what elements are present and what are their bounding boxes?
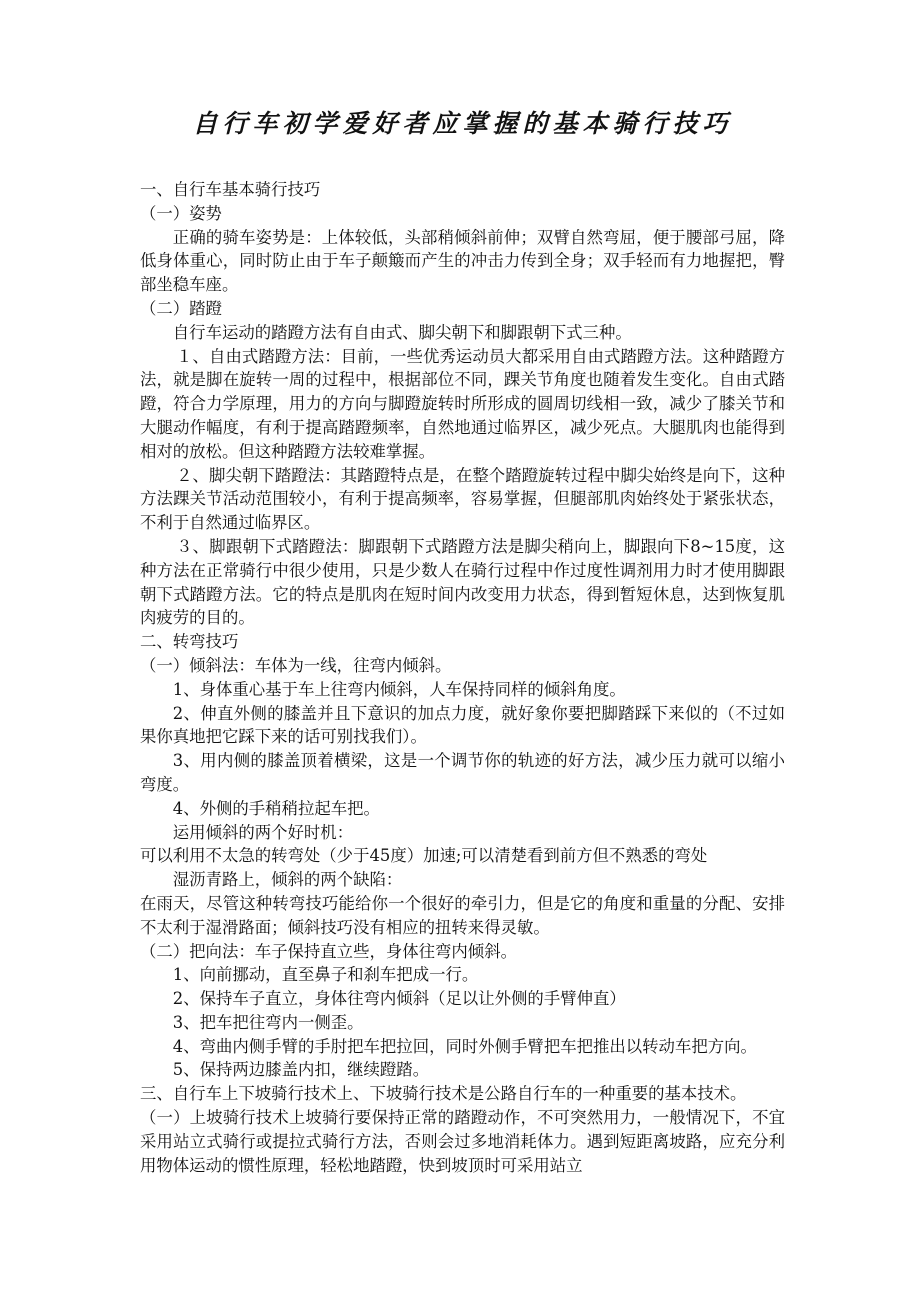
section-heading: （一）倾斜法：车体为一线，往弯内倾斜。	[140, 655, 452, 675]
document-title: 自行车初学爱好者应掌握的基本骑行技巧	[192, 109, 733, 138]
paragraph: 2、伸直外侧的膝盖并且下意识的加点力度，就好象你要把脚踏踩下来似的（不过如果你真地把它踩下来的话可别找我们）。	[140, 703, 785, 747]
paragraph: 4、外侧的手稍稍拉起车把。	[172, 798, 380, 818]
paragraph: 2、保持车子直立，身体往弯内倾斜（足以让外侧的手臂伸直）	[172, 989, 626, 1009]
section-heading: （一）姿势	[140, 203, 222, 223]
paragraph: 3、用内侧的膝盖顶着横梁，这是一个调节你的轨迹的好方法，减少压力就可以缩小弯度。	[140, 751, 785, 794]
paragraph: 运用倾斜的两个好时机：	[172, 822, 354, 842]
section-heading: 二、转弯技巧	[140, 632, 239, 652]
section-heading: 三、自行车上下坡骑行技术上、下坡骑行技术是公路自行车的一种重要的基本技术。	[140, 1084, 747, 1104]
paragraph: 3、把车把往弯内一侧歪。	[172, 1012, 364, 1032]
paragraph: 正确的骑车姿势是：上体较低，头部稍倾斜前伸；双臂自然弯屈，便于腰部弓屈，降低身体重心，同时防止由于车子颠簸而产生的冲击力传到全身；双手轻而有力地握把，臀部坐稳车座。	[140, 227, 785, 295]
paragraph: 4、弯曲内侧手臂的手肘把车把拉回，同时外侧手臂把车把推出以转动车把方向。	[172, 1036, 757, 1056]
paragraph: 1、身体重心基于车上往弯内倾斜，人车保持同样的倾斜角度。	[172, 679, 626, 699]
paragraph: ３、脚跟朝下式踏蹬法：脚跟朝下式踏蹬方法是脚尖稍向上，脚跟向下8~15度，这种方法在正常骑行中很少使用，只是少数人在骑行过程中作过度性调剂用力时才使用脚跟朝下式踏蹬方法。它的特点是肌肉在短时间内改变用力状态，得到暂短休息，达到恢复肌肉疲劳的目的。	[140, 536, 785, 628]
paragraph: 在雨天，尽管这种转弯技巧能给你一个很好的牵引力，但是它的角度和重量的分配、安排不太利于湿滑路面；倾斜技巧没有相应的扭转来得灵敏。	[140, 893, 785, 937]
paragraph: 自行车运动的踏蹬方法有自由式、脚尖朝下和脚跟朝下式三种。	[172, 322, 632, 342]
section-heading: （二）把向法：车子保持直立些，身体往弯内倾斜。	[140, 941, 517, 961]
paragraph: 湿沥青路上，倾斜的两个缺陷：	[172, 870, 403, 890]
paragraph: ２、脚尖朝下踏蹬法：其踏蹬特点是，在整个踏蹬旋转过程中脚尖始终是向下，这种方法踝关节活动范围较小，有利于提高频率，容易掌握，但腿部肌肉始终处于紧张状态，不利于自然通过临界区。	[140, 465, 785, 533]
document-body	[140, 178, 785, 1177]
document-page	[140, 100, 785, 1177]
section-heading: （二）踏蹬	[140, 298, 222, 318]
paragraph: 1、向前挪动，直至鼻子和刹车把成一行。	[172, 965, 479, 985]
paragraph: １、自由式踏蹬方法：目前，一些优秀运动员大都采用自由式踏蹬方法。这种踏蹬方法，就是脚在旋转一周的过程中，根据部位不同，踝关节角度也随着发生变化。自由式踏蹬，符合力学原理，用力的方向与脚蹬旋转时所形成的圆周切线相一致，减少了膝关节和大腿动作幅度，有利于提高踏蹬频率，自然地通过临界区，减少死点。大腿肌肉也能得到相对的放松。但这种踏蹬方法较难掌握。	[140, 346, 785, 461]
paragraph: 5、保持两边膝盖内扣，继续蹬踏。	[172, 1060, 430, 1080]
paragraph: （一）上坡骑行技术上坡骑行要保持正常的踏蹬动作，不可突然用力，一般情况下，不宜采用站立式骑行或提拉式骑行方法，否则会过多地消耗体力。遇到短距离坡路，应充分利用物体运动的惯性原理，轻松地踏蹬，快到坡顶时可采用站立	[140, 1108, 785, 1175]
paragraph: 可以利用不太急的转弯处（少于45度）加速;可以清楚看到前方但不熟悉的弯处	[140, 846, 708, 866]
section-heading: 一、自行车基本骑行技巧	[140, 180, 321, 199]
